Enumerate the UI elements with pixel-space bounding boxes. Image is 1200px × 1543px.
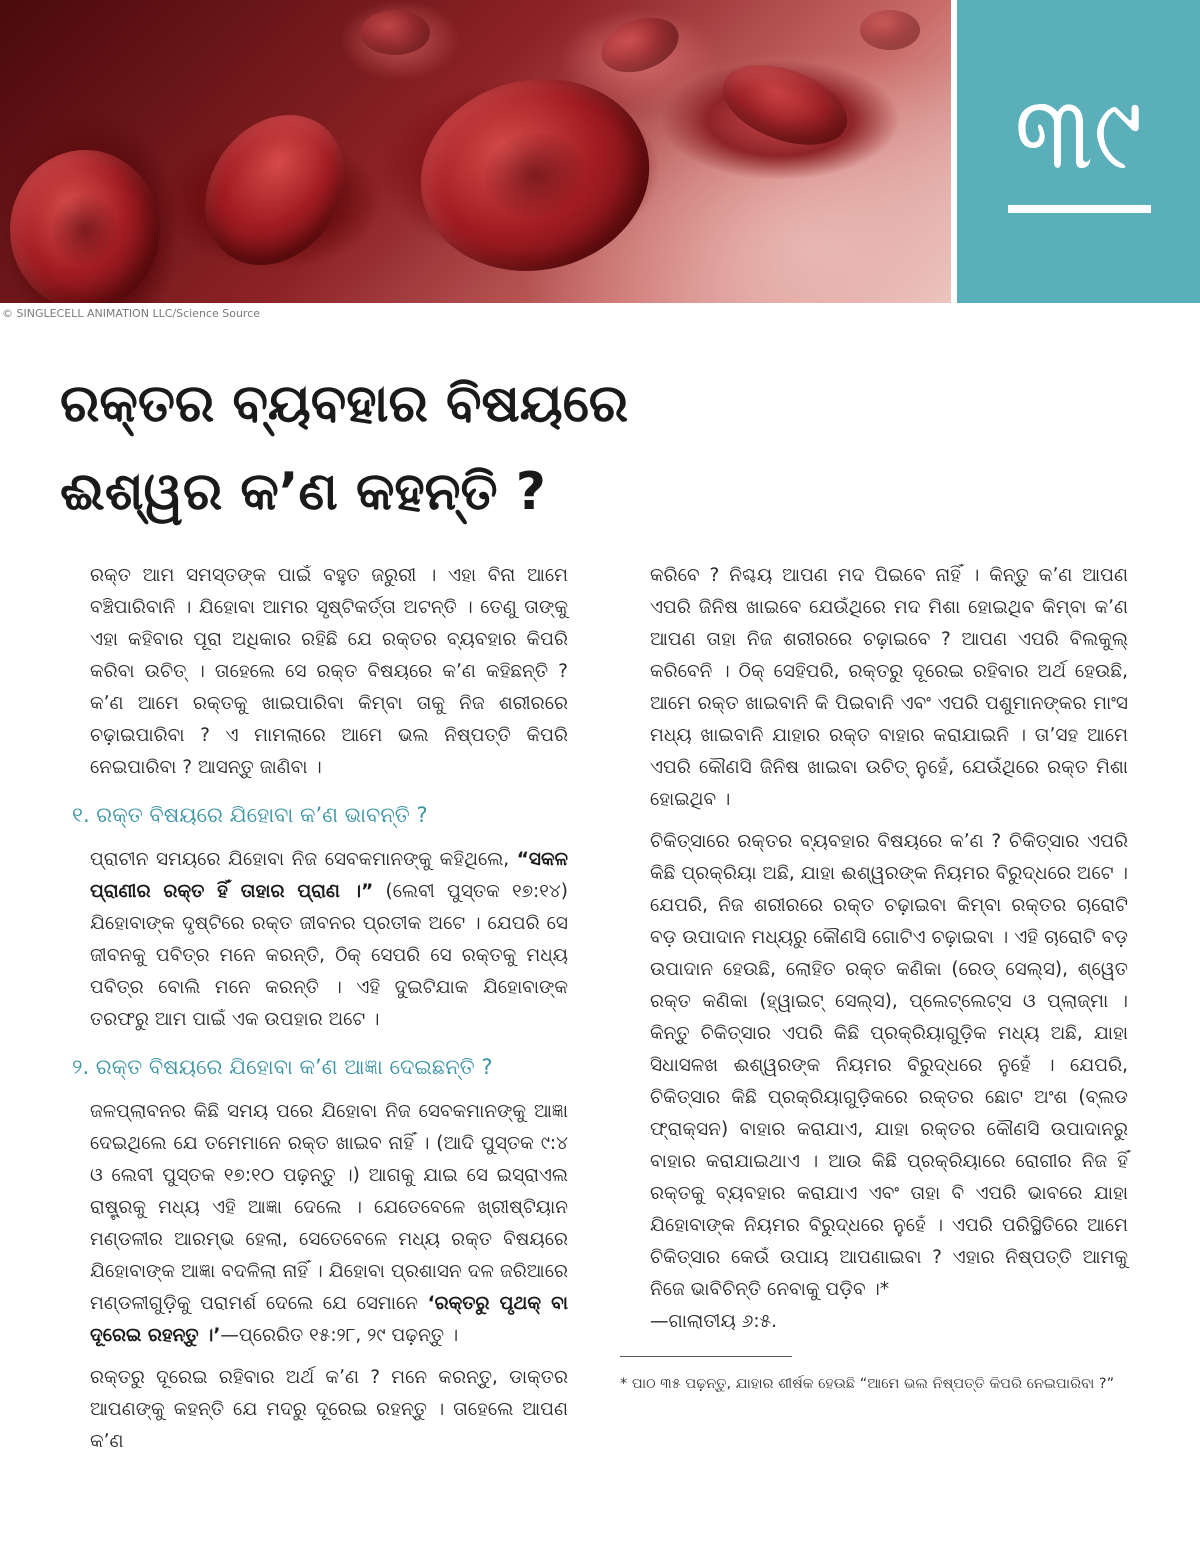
section-1-quote: “ସକଳ ପ୍ରାଣୀର ରକ୍ତ ହିଁ ତାହାର ପ୍ରାଣ ।” — [90, 849, 568, 902]
footnote-divider — [620, 1356, 792, 1357]
section-2-paragraph — [90, 1096, 568, 1352]
chapter-underline — [1008, 205, 1151, 213]
right-paragraph-1: କରିବେ ? ନିଶ୍ଚୟ ଆପଣ ମଦ ପିଇବେ ନାହିଁ । କିନ୍ତୁ କʼଣ ଆପଣ ଏପରି ଜିନିଷ ଖାଇବେ ଯେଉଁଥିରେ ମଦ ମିଶା ହୋଇଥିବ କିମ୍ବା କʼଣ ଆପଣ ତାହା ନିଜ ଶରୀରରେ ଚଢ଼ାଇବେ ? ଆପଣ ଏପରି ବିଲକୁଲ୍‌ କରିବେନି । ଠିକ୍‌ ସେହିପରି, ରକ୍ତରୁ ଦୂରେଇ ରହିବାର ଅର୍ଥ ହେଉଛି, ଆମେ ରକ୍ତ ଖାଇବାନି କି ପିଇବାନି ଏବଂ ଏପରି ପଶୁମାନଙ୍କର ମାଂସ ମଧ୍ୟ ଖାଇବାନି ଯାହାର ରକ୍ତ ବାହାର କରାଯାଇନି । ତାʼସହ ଆମେ ଏପରି କୌଣସି ଜିନିଷ ଖାଇବା ଉଚିତ୍‌ ନୁହେଁ, ଯେଉଁଥିରେ ରକ୍ତ ମିଶା ହୋଇଥିବ । — [650, 565, 1128, 810]
footnote: * ପାଠ ୩୫ ପଢ଼ନ୍ତୁ, ଯାହାର ଶୀର୍ଷକ ହେଉଛି “ଆମେ ଭଲ ନିଷ୍ପତ୍ତି କିପରି ନେଇପାରିବା ?” — [620, 1376, 1115, 1392]
right-paragraph-2 — [650, 826, 1128, 1338]
section-1-paragraph — [90, 844, 568, 1036]
section-1-text-start: ପ୍ରାଚୀନ ସମୟରେ ଯିହୋବା ନିଜ ସେବକମାନଙ୍କୁ କହିଥିଲେ, — [90, 849, 517, 870]
section-2-text-start: ଜଳପ୍ଲାବନର କିଛି ସମୟ ପରେ ଯିହୋବା ନିଜ ସେବକମାନଙ୍କୁ ଆଜ୍ଞା ଦେଇଥିଲେ ଯେ ତମେମାନେ ରକ୍ତ ଖାଇବ ନାହିଁ । (ଆଦି ପୁସ୍ତକ ୯:୪ ଓ ଲେବୀ ପୁସ୍ତକ ୧୭:୧୦ ପଢ଼ନ୍ତୁ ।) ଆଗକୁ ଯାଇ ସେ ଇସ୍ରାଏଲ ରାଷ୍ଟ୍ରକୁ ମଧ୍ୟ ଏହି ଆଜ୍ଞା ଦେଲେ । ଯେତେବେଳେ ଖ୍ରୀଷ୍ଟିୟାନ ମଣ୍ଡଳୀର ଆରମ୍ଭ ହେଲା, ସେତେବେଳେ ମଧ୍ୟ ରକ୍ତ ବିଷୟରେ ଯିହୋବାଙ୍କ ଆଜ୍ଞା ବଦଳିଲା ନାହିଁ । ଯିହୋବା ପ୍ରଶାସନ ଦଳ ଜରିଆରେ ମଣ୍ଡଳୀଗୁଡ଼ିକୁ ପରାମର୍ଶ ଦେଲେ ଯେ ସେମାନେ — [90, 1101, 568, 1314]
section-2-text-end: —ପ୍ରେରିତ ୧୫:୨୮, ୨୯ ପଢ଼ନ୍ତୁ । — [220, 1325, 459, 1346]
photo-credit: © SINGLECELL ANIMATION LLC/Science Source — [2, 307, 261, 320]
blood-cell-image — [360, 10, 430, 55]
section-2-paragraph-2: ରକ୍ତରୁ ଦୂରେଇ ରହିବାର ଅର୍ଥ କʼଣ ? ମନେ କରନ୍ତୁ, ଡାକ୍ତର ଆପଣଙ୍କୁ କହନ୍ତି ଯେ ମଦରୁ ଦୂରେଇ ରହନ୍ତୁ । ତାହେଲେ ଆପଣ କʼଣ — [90, 1367, 568, 1452]
hero-image — [0, 0, 951, 303]
blood-cell-image — [403, 58, 667, 292]
chapter-number: ୩୯ — [1014, 75, 1143, 192]
blood-cell-image — [10, 150, 160, 303]
left-column — [72, 560, 568, 1468]
title-line-1: ରକ୍ତର ବ୍ୟବହାର ବିଷୟରେ — [60, 374, 629, 434]
right-column — [650, 560, 1128, 1348]
blood-cell-image — [860, 10, 920, 50]
section-2-heading: ୨. ରକ୍ତ ବିଷୟରେ ଯିହୋବା କʼଣ ଆଜ୍ଞା ଦେଇଛନ୍ତି ? — [72, 1055, 493, 1079]
section-2-quote: ‘ରକ୍ତରୁ ପୃଥକ୍‌ ବା ଦୂରେଇ ରହନ୍ତୁ ।’ — [90, 1293, 568, 1346]
chapter-number-box — [957, 0, 1200, 303]
section-1-heading: ୧. ରକ୍ତ ବିଷୟରେ ଯିହୋବା କʼଣ ଭାବନ୍ତି ? — [72, 803, 428, 827]
right-paragraph-2-text: ଚିକିତ୍ସାରେ ରକ୍ତର ବ୍ୟବହାର ବିଷୟରେ କʼଣ ? ଚିକିତ୍ସାର ଏପରି କିଛି ପ୍ରକ୍ରିୟା ଅଛି, ଯାହା ଈଶ୍ୱରଙ୍କ ନିୟମର ବିରୁଦ୍ଧରେ ଅଟେ । ଯେପରି, ନିଜ ଶରୀରରେ ରକ୍ତ ଚଢ଼ାଇବା କିମ୍ବା ରକ୍ତର ଚାରୋଟି ବଡ଼ ଉପାଦାନ ମଧ୍ୟରୁ କୌଣସି ଗୋଟିଏ ଚଢ଼ାଇବା । ଏହି ଚାରୋଟି ବଡ଼ ଉପାଦାନ ହେଉଛି, ଲୋହିତ ରକ୍ତ କଣିକା (ରେଡ୍‌ ସେଲ୍‌ସ), ଶ୍ୱେତ ରକ୍ତ କଣିକା (ହ୍ୱାଇଟ୍‌ ସେଲ୍‌ସ), ପ୍ଲେଟ୍‌ଲେଟ୍‌ସ ଓ ପ୍ଲାଜ୍‌ମା । କିନ୍ତୁ ଚିକିତ୍ସାର ଏପରି କିଛି ପ୍ରକ୍ରିୟାଗୁଡ଼ିକ ମଧ୍ୟ ଅଛି, ଯାହା ସିଧାସଳଖ ଈଶ୍ୱରଙ୍କ ନିୟମର ବିରୁଦ୍ଧରେ ନୁହେଁ । ଯେପରି, ଚିକିତ୍ସାର କିଛି ପ୍ରକ୍ରିୟାଗୁଡ଼ିକରେ ରକ୍ତର ଛୋଟ ଅଂଶ (ବ୍ଲଡ ଫ୍ରାକ୍ସନ) ବାହାର କରାଯାଏ, ଯାହା ରକ୍ତର କୌଣସି ଉପାଦାନରୁ ବାହାର କରାଯାଇଥାଏ । ଆଉ କିଛି ପ୍ରକ୍ରିୟାରେ ରୋଗୀର ନିଜ ହିଁ ରକ୍ତକୁ ବ୍ୟବହାର କରାଯାଏ ଏବଂ ତାହା ବି ଏପରି ଭାବରେ ଯାହା ଯିହୋବାଙ୍କ ନିୟମର ବିରୁଦ୍ଧରେ ନୁହେଁ । ଏପରି ପରିସ୍ଥିତିରେ ଆମେ ଚିକିତ୍ସାର କେଉଁ ଉପାୟ ଆପଣାଇବା ? ଏହାର ନିଷ୍ପତ୍ତି ଆମକୁ ନିଜେ ଭାବିଚିନ୍ତି ନେବାକୁ ପଡ଼ିବ ।* — [650, 831, 1128, 1300]
blood-cell-image — [594, 8, 686, 82]
scripture-reference: —ଗାଲାତୀୟ ୬:୫. — [650, 1311, 777, 1332]
section-1-text-end: (ଲେବୀ ପୁସ୍ତକ ୧୭:୧୪) ଯିହୋବାଙ୍କ ଦୃଷ୍ଟିରେ ରକ୍ତ ଜୀବନର ପ୍ରତୀକ ଅଟେ । ଯେପରି ସେ ଜୀବନକୁ ପବିତ୍ର ମନେ କରନ୍ତି, ଠିକ୍‌ ସେପରି ସେ ରକ୍ତକୁ ମଧ୍ୟ ପବିତ୍ର ବୋଲି ମନେ କରନ୍ତି । ଏହି ଦୁଇଟିଯାକ ଯିହୋବାଙ୍କ ତରଫରୁ ଆମ ପାଇଁ ଏକ ଉପହାର ଅଟେ । — [90, 881, 568, 1030]
intro-paragraph: ରକ୍ତ ଆମ ସମସ୍ତଙ୍କ ପାଇଁ ବହୁତ ଜରୁରୀ । ଏହା ବିନା ଆମେ ବଞ୍ଚିପାରିବାନି । ଯିହୋବା ଆମର ସୃଷ୍ଟିକର୍ତ୍ତା ଅଟନ୍ତି । ତେଣୁ ତାଙ୍କୁ ଏହା କହିବାର ପୂରା ଅଧିକାର ରହିଛି ଯେ ରକ୍ତର ବ୍ୟବହାର କିପରି କରିବା ଉଚିତ୍‌ । ତାହେଲେ ସେ ରକ୍ତ ବିଷୟରେ କʼଣ କହିଛନ୍ତି ? କʼଣ ଆମେ ରକ୍ତକୁ ଖାଇପାରିବା କିମ୍ବା ତାକୁ ନିଜ ଶରୀରରେ ଚଢ଼ାଇପାରିବା ? ଏ ମାମଲାରେ ଆମେ ଭଲ ନିଷ୍ପତ୍ତି କିପରି ନେଇପାରିବା ? ଆସନ୍ତୁ ଜାଣିବା । — [90, 565, 568, 778]
blood-cell-image — [712, 50, 858, 160]
title-line-2: ଈଶ୍ୱର କʼଣ କହନ୍ତି ? — [60, 462, 546, 522]
blood-cell-image — [177, 88, 373, 292]
page-title — [60, 360, 940, 536]
